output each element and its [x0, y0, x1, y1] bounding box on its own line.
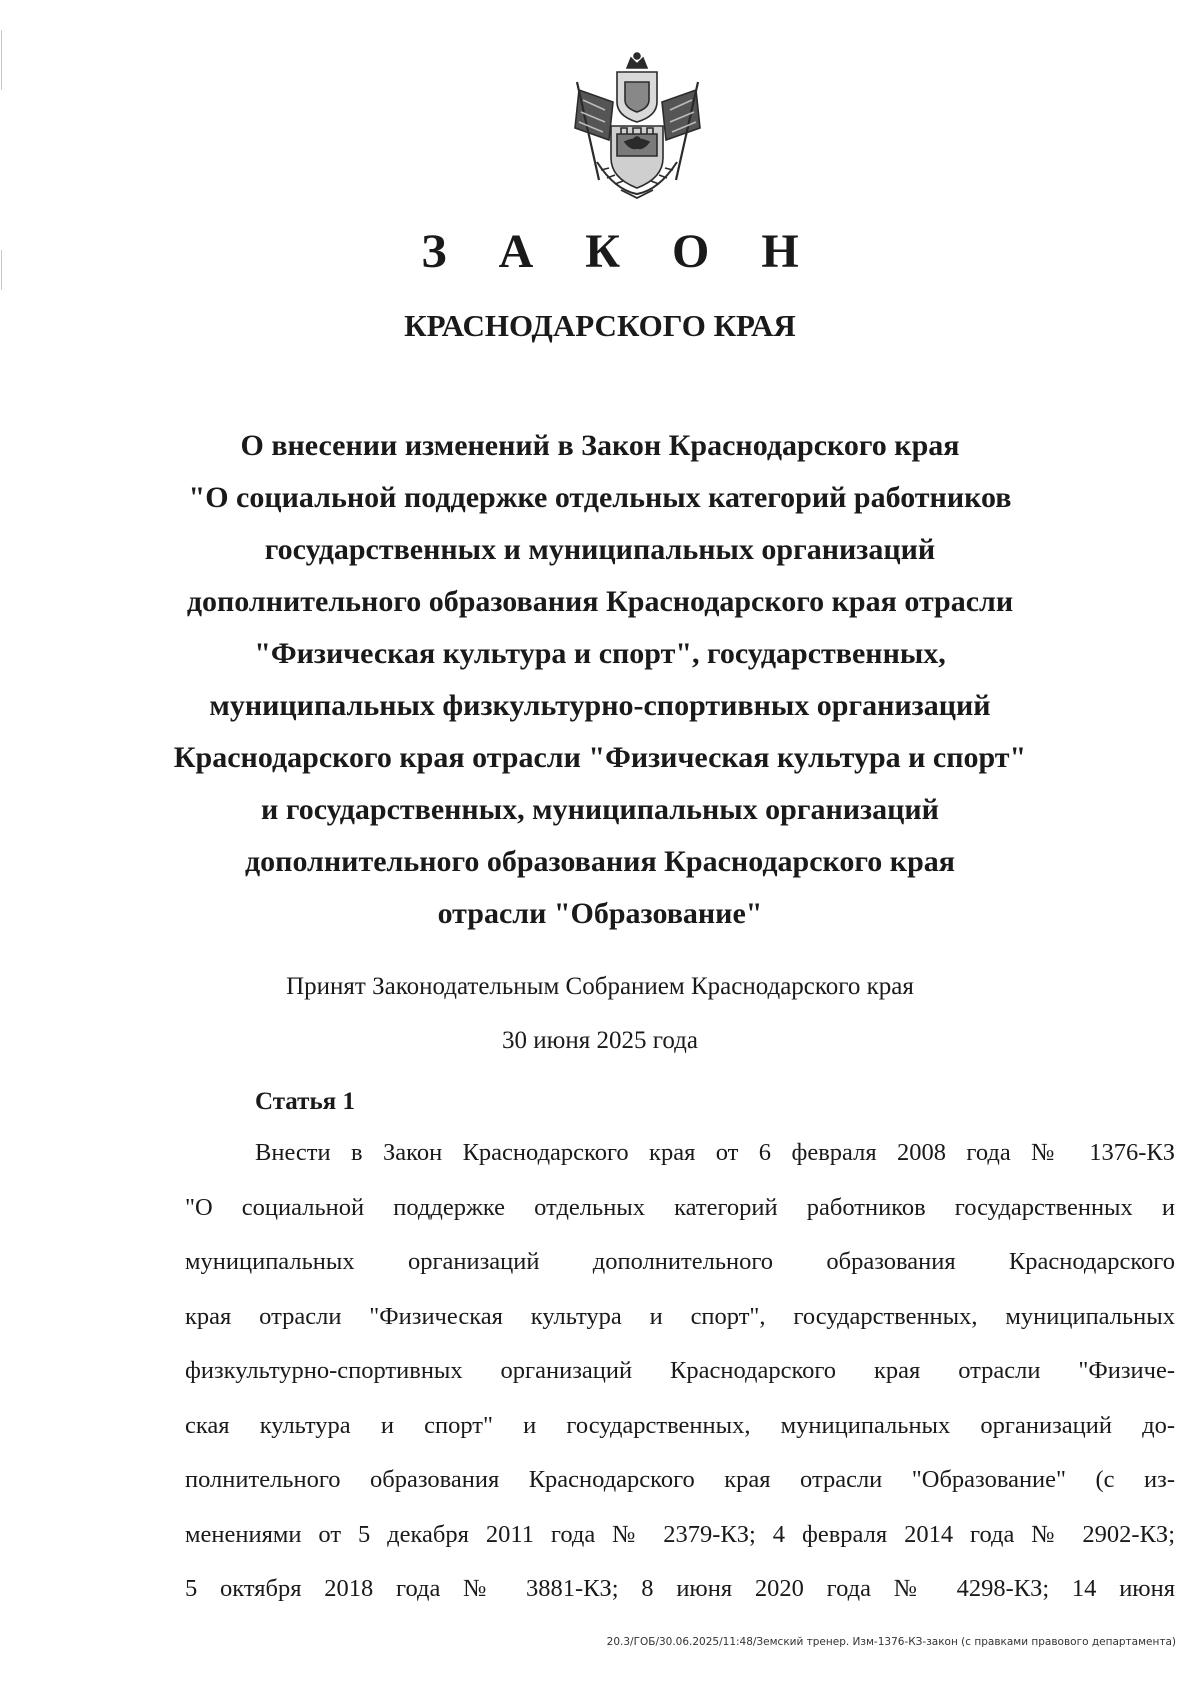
- body-line: Внести в Закон Краснодарского края от 6 февраля 2008 года № 1376-КЗ: [255, 1139, 1175, 1166]
- body-line: 5 октября 2018 года № 3881-КЗ; 8 июня 2020 года № 4298-КЗ; 14 июня: [185, 1575, 1175, 1602]
- article-body: [185, 1126, 1175, 1617]
- subject-line: дополнительного образования Краснодарского края: [244, 845, 955, 878]
- region-title: КРАСНОДАРСКОГО КРАЯ: [404, 308, 796, 343]
- subject-line: государственных и муниципальных организаций: [264, 533, 936, 566]
- subject-line: отрасли "Образование": [437, 897, 763, 930]
- body-line: менениями от 5 декабря 2011 года № 2379-КЗ; 4 февраля 2014 года № 2902-КЗ;: [185, 1520, 1175, 1548]
- subject-line: муниципальных физкультурно-спортивных организаций: [209, 689, 991, 722]
- document-footer-reference: 20.3/ГОБ/30.06.2025/11:48/Земский тренер. Изм-1376-КЗ-закон (с правками правового департамента): [606, 1636, 1176, 1648]
- subject-line: "О социальной поддержке отдельных категорий работников: [188, 481, 1012, 514]
- subject-line: и государственных, муниципальных организаций: [261, 793, 939, 826]
- body-line: муниципальных организаций дополнительного образования Краснодарского: [185, 1248, 1175, 1275]
- law-subject-heading: [0, 420, 1200, 940]
- article-heading: Статья 1: [255, 1088, 355, 1115]
- subject-line: "Физическая культура и спорт", государственных,: [254, 637, 946, 670]
- subject-line: Краснодарского края отрасли "Физическая культура и спорт": [173, 741, 1027, 774]
- body-line: полнительного образования Краснодарского края отрасли "Образование" (с из-: [185, 1466, 1175, 1493]
- body-line: края отрасли "Физическая культура и спорт", государственных, муниципальных: [185, 1302, 1175, 1330]
- adoption-date: 30 июня 2025 года: [502, 1027, 698, 1054]
- body-line: "О социальной поддержке отдельных категорий работников государственных и: [185, 1193, 1175, 1221]
- coat-of-arms-icon: [565, 50, 710, 200]
- body-line: ская культура и спорт" и государственных, муниципальных организаций до-: [185, 1411, 1175, 1439]
- adoption-line: Принят Законодательным Собранием Краснодарского края: [286, 973, 914, 1000]
- subject-line: О внесении изменений в Закон Краснодарского края: [240, 429, 960, 462]
- adoption-statement: [0, 960, 1200, 1068]
- law-title: З А К О Н: [421, 225, 819, 278]
- scan-edge-mark: [1, 30, 2, 90]
- body-line: физкультурно-спортивных организаций Краснодарского края отрасли "Физиче-: [185, 1357, 1175, 1384]
- subject-line: дополнительного образования Краснодарского края отрасли: [186, 585, 1014, 618]
